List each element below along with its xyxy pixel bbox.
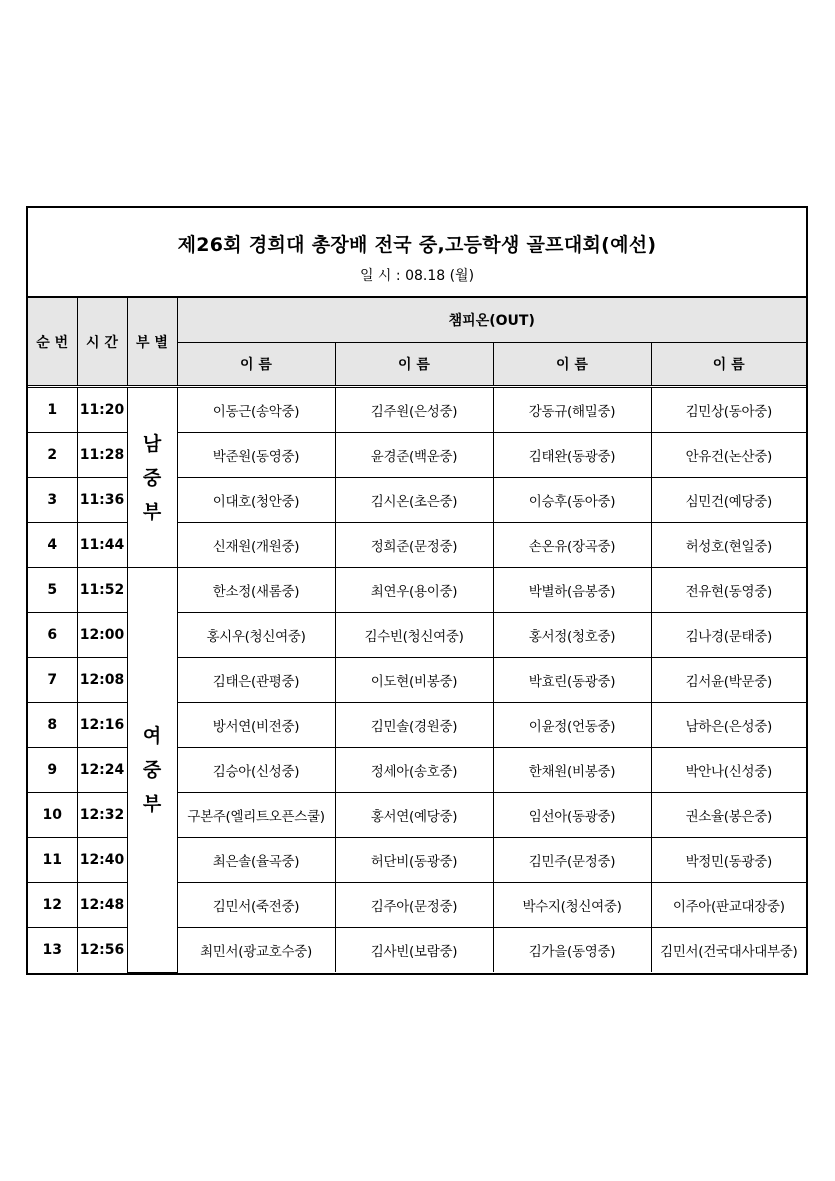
player-cell: 허성호(현일중): [651, 523, 806, 568]
player-cell: 한채원(비봉중): [493, 748, 651, 793]
time-cell: 11:28: [77, 433, 127, 478]
player-cell: 김민서(건국대사대부중): [651, 928, 806, 973]
player-cell: 김승아(신성중): [177, 748, 335, 793]
time-cell: 12:48: [77, 883, 127, 928]
time-cell: 12:24: [77, 748, 127, 793]
header-time: 시 간: [77, 298, 127, 387]
player-cell: 최연우(용이중): [335, 568, 493, 613]
player-cell: 김시온(초은중): [335, 478, 493, 523]
player-cell: 김주아(문정중): [335, 883, 493, 928]
player-cell: 이동근(송악중): [177, 387, 335, 433]
player-cell: 김민솔(경원중): [335, 703, 493, 748]
player-cell: 손온유(장곡중): [493, 523, 651, 568]
player-cell: 전유현(동영중): [651, 568, 806, 613]
title-block: [28, 208, 806, 298]
player-cell: 임선아(동광중): [493, 793, 651, 838]
order-cell: 4: [28, 523, 77, 568]
time-cell: 12:08: [77, 658, 127, 703]
player-cell: 김민상(동아중): [651, 387, 806, 433]
player-cell: 김사빈(보람중): [335, 928, 493, 973]
player-cell: 강동규(해밀중): [493, 387, 651, 433]
player-cell: 이대호(청안중): [177, 478, 335, 523]
player-cell: 박안나(신성중): [651, 748, 806, 793]
player-cell: 김태은(관평중): [177, 658, 335, 703]
player-cell: 한소정(새롬중): [177, 568, 335, 613]
table-row: [28, 568, 806, 613]
player-cell: 박수지(청신여중): [493, 883, 651, 928]
player-cell: 남하은(은성중): [651, 703, 806, 748]
tee-time-sheet: [26, 206, 808, 975]
header-division: 부 별: [127, 298, 177, 387]
header-name-4: 이 름: [651, 343, 806, 387]
order-cell: 11: [28, 838, 77, 883]
time-cell: 11:20: [77, 387, 127, 433]
player-cell: 권소율(봉은중): [651, 793, 806, 838]
player-cell: 김서윤(박문중): [651, 658, 806, 703]
time-cell: 12:56: [77, 928, 127, 973]
time-cell: 12:40: [77, 838, 127, 883]
order-cell: 9: [28, 748, 77, 793]
player-cell: 정세아(송호중): [335, 748, 493, 793]
header-order: 순 번: [28, 298, 77, 387]
player-cell: 김가을(동영중): [493, 928, 651, 973]
time-cell: 12:00: [77, 613, 127, 658]
player-cell: 김태완(동광중): [493, 433, 651, 478]
player-cell: 김나경(문태중): [651, 613, 806, 658]
player-cell: 김민서(죽전중): [177, 883, 335, 928]
player-cell: 박정민(동광중): [651, 838, 806, 883]
player-cell: 이승후(동아중): [493, 478, 651, 523]
header-course: 챔피온(OUT): [177, 298, 806, 343]
header-name-2: 이 름: [335, 343, 493, 387]
player-cell: 이윤정(언동중): [493, 703, 651, 748]
tee-time-table: [28, 298, 806, 973]
player-cell: 박효린(동광중): [493, 658, 651, 703]
order-cell: 5: [28, 568, 77, 613]
player-cell: 안유건(논산중): [651, 433, 806, 478]
player-cell: 최민서(광교호수중): [177, 928, 335, 973]
order-cell: 7: [28, 658, 77, 703]
player-cell: 박준원(동영중): [177, 433, 335, 478]
player-cell: 이주아(판교대장중): [651, 883, 806, 928]
order-cell: 10: [28, 793, 77, 838]
player-cell: 구본주(엘리트오픈스쿨): [177, 793, 335, 838]
header-name-1: 이 름: [177, 343, 335, 387]
order-cell: 13: [28, 928, 77, 973]
player-cell: 허단비(동광중): [335, 838, 493, 883]
player-cell: 홍서연(예당중): [335, 793, 493, 838]
player-cell: 김주원(은성중): [335, 387, 493, 433]
player-cell: 홍시우(청신여중): [177, 613, 335, 658]
player-cell: 정희준(문정중): [335, 523, 493, 568]
player-cell: 신재원(개원중): [177, 523, 335, 568]
player-cell: 심민건(예당중): [651, 478, 806, 523]
table-row: [28, 387, 806, 433]
player-cell: 김수빈(청신여중): [335, 613, 493, 658]
player-cell: 방서연(비전중): [177, 703, 335, 748]
time-cell: 11:44: [77, 523, 127, 568]
time-cell: 12:16: [77, 703, 127, 748]
player-cell: 윤경준(백운중): [335, 433, 493, 478]
division-boys: 남 중 부: [127, 387, 177, 568]
player-cell: 박별하(음봉중): [493, 568, 651, 613]
time-cell: 12:32: [77, 793, 127, 838]
order-cell: 12: [28, 883, 77, 928]
division-girls: 여 중 부: [127, 568, 177, 973]
order-cell: 3: [28, 478, 77, 523]
header-name-3: 이 름: [493, 343, 651, 387]
page-title: 제26회 경희대 총장배 전국 중,고등학생 골프대회(예선): [177, 234, 657, 256]
order-cell: 6: [28, 613, 77, 658]
order-cell: 8: [28, 703, 77, 748]
order-cell: 2: [28, 433, 77, 478]
player-cell: 김민주(문정중): [493, 838, 651, 883]
order-cell: 1: [28, 387, 77, 433]
player-cell: 홍서정(청호중): [493, 613, 651, 658]
date-line: 일 시 : 08.18 (월): [359, 268, 475, 284]
time-cell: 11:52: [77, 568, 127, 613]
player-cell: 이도현(비봉중): [335, 658, 493, 703]
player-cell: 최은솔(율곡중): [177, 838, 335, 883]
time-cell: 11:36: [77, 478, 127, 523]
